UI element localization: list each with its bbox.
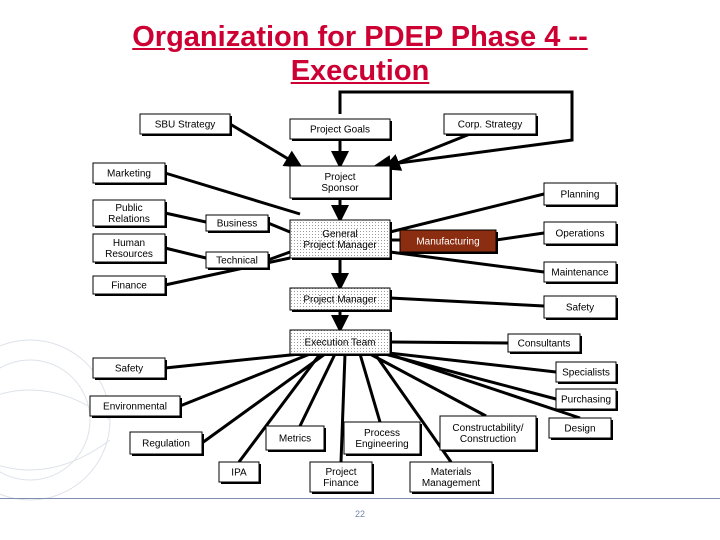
node-label: Maintenance: [551, 267, 609, 279]
connector-line: [360, 354, 380, 422]
node-label: Consultants: [517, 338, 571, 350]
node-label: Process Engineering: [355, 428, 409, 450]
node-project-finance: [310, 462, 374, 494]
node-environmental: [90, 396, 182, 418]
node-operations: [544, 222, 618, 246]
node-label: Business: [216, 218, 258, 230]
connector-line: [390, 342, 508, 343]
node-label: General Project Manager: [303, 229, 377, 251]
node-metrics: [266, 426, 326, 452]
node-label: Design: [564, 423, 596, 435]
node-constructability: [440, 416, 538, 452]
node-label: Corp. Strategy: [457, 119, 523, 131]
node-process-engineering: [344, 422, 422, 456]
node-corp-strategy: [444, 114, 538, 136]
node-label: Operations: [555, 228, 605, 240]
connector-line: [385, 134, 470, 168]
node-safety-left: [93, 358, 167, 380]
node-consultants: [508, 334, 582, 354]
node-label: Safety: [114, 363, 144, 375]
node-label: Manufacturing: [416, 236, 480, 248]
node-label: Finance: [111, 280, 147, 292]
node-project-manager: [290, 288, 392, 312]
node-label: Technical: [216, 255, 258, 267]
node-finance: [93, 276, 167, 296]
node-technical: [206, 252, 270, 270]
node-project-goals: [290, 119, 392, 141]
node-label: Project Sponsor: [321, 172, 359, 194]
node-specialists: [556, 362, 618, 384]
connector-line: [165, 173, 300, 214]
node-label: Environmental: [103, 401, 167, 413]
node-label: Materials Management: [421, 467, 481, 489]
node-marketing: [93, 163, 167, 185]
node-sbu-strategy: [140, 114, 232, 136]
connector-line: [165, 248, 206, 258]
node-human-resources: [93, 234, 167, 264]
node-planning: [544, 183, 618, 207]
connector-line: [390, 194, 544, 232]
node-label: Constructability/ Construction: [452, 423, 524, 445]
node-label: Regulation: [142, 438, 190, 450]
node-label: Marketing: [107, 168, 151, 180]
node-ipa: [219, 462, 261, 484]
connector-lines: [165, 92, 580, 462]
org-nodes: [90, 114, 618, 494]
connector-line: [390, 298, 544, 306]
node-public-relations: [93, 200, 167, 228]
node-general-project-manager: [290, 220, 392, 260]
connector-line: [380, 352, 556, 372]
connector-line: [165, 213, 206, 222]
node-label: Project Goals: [309, 124, 371, 136]
connector-line: [390, 252, 544, 272]
node-regulation: [130, 432, 204, 456]
node-label: SBU Strategy: [154, 119, 216, 131]
node-label: Planning: [560, 189, 600, 201]
node-project-sponsor: [290, 166, 392, 200]
node-manufacturing: [400, 230, 498, 254]
node-label: Safety: [565, 302, 595, 314]
node-label: Project Manager: [303, 294, 377, 306]
node-business: [206, 215, 270, 233]
node-execution-team: [290, 330, 392, 356]
connector-line: [268, 223, 290, 232]
node-safety-right: [544, 296, 618, 320]
node-label: IPA: [231, 467, 247, 479]
node-design: [549, 418, 613, 440]
slide-title: Organization for PDEP Phase 4 -- Execution: [132, 21, 588, 87]
connector-line: [496, 233, 544, 240]
footer-rule: [0, 498, 720, 499]
node-label: Purchasing: [560, 394, 612, 406]
page-number: 22: [354, 509, 365, 519]
node-purchasing: [556, 389, 618, 411]
node-materials-management: [410, 462, 494, 494]
node-label: Execution Team: [304, 337, 376, 349]
connector-line: [300, 354, 335, 426]
node-label: Specialists: [562, 367, 610, 379]
node-maintenance: [544, 262, 618, 284]
node-label: Project Finance: [323, 467, 359, 489]
node-label: Human Resources: [105, 238, 153, 260]
node-label: Public Relations: [108, 203, 150, 225]
node-label: Metrics: [278, 433, 312, 445]
